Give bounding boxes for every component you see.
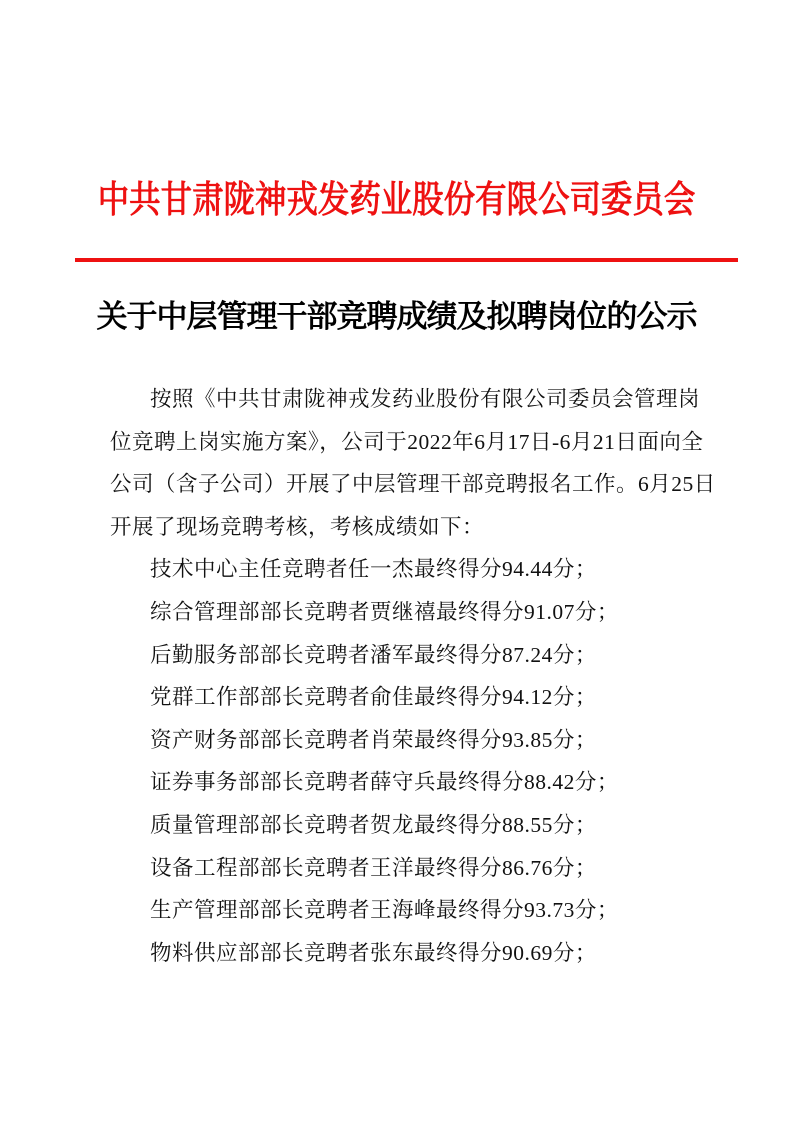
intro-line-3: 公司（含子公司）开展了中层管理干部竞聘报名工作。6月25日 xyxy=(110,472,716,497)
score-line-8: 设备工程部部长竞聘者王洋最终得分86.76分； xyxy=(150,855,597,880)
score-line-5: 资产财务部部长竞聘者肖荣最终得分93.85分； xyxy=(150,727,597,752)
intro-line-2: 位竞聘上岗实施方案》，公司于2022年6月17日-6月21日面向全 xyxy=(110,429,704,454)
score-line-1: 技术中心主任竞聘者任一杰最终得分94.44分； xyxy=(150,557,597,582)
score-line-7: 质量管理部部长竞聘者贺龙最终得分88.55分； xyxy=(150,812,597,837)
intro-line-4: 开展了现场竞聘考核，考核成绩如下： xyxy=(110,514,485,539)
score-line-3: 后勤服务部部长竞聘者潘军最终得分87.24分； xyxy=(150,642,597,667)
intro-line-1: 按照《中共甘肃陇神戎发药业股份有限公司委员会管理岗 xyxy=(150,387,701,411)
score-line-10: 物料供应部部长竞聘者张东最终得分90.69分； xyxy=(150,940,597,965)
score-line-4: 党群工作部部长竞聘者俞佳最终得分94.12分； xyxy=(150,685,597,710)
document-body xyxy=(110,378,716,974)
score-line-2: 综合管理部部长竞聘者贾继禧最终得分91.07分； xyxy=(150,599,619,624)
score-line-9: 生产管理部部长竞聘者王海峰最终得分93.73分； xyxy=(150,898,619,923)
score-line-6: 证券事务部部长竞聘者薛守兵最终得分88.42分； xyxy=(150,770,619,795)
document-title: 关于中层管理干部竞聘成绩及拟聘岗位的公示 xyxy=(96,299,697,334)
masthead-divider-rule xyxy=(75,258,738,262)
issuing-authority-masthead: 中共甘肃陇神戎发药业股份有限公司委员会 xyxy=(97,179,696,220)
